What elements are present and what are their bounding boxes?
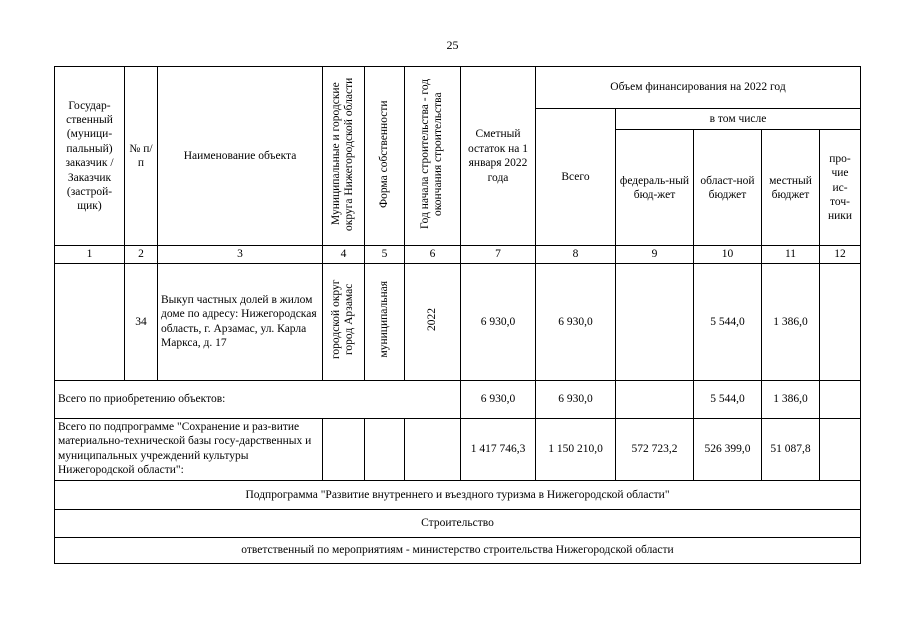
financing-table — [54, 66, 861, 564]
header-estimate: Сметный остаток на 1 января 2022 года — [461, 67, 536, 246]
subprogram-total-total: 1 150 210,0 — [536, 418, 616, 480]
column-number: 10 — [694, 246, 762, 263]
subprogram-total-local: 51 087,8 — [762, 418, 820, 480]
section-title: Строительство — [55, 509, 861, 537]
header-ownership — [365, 67, 405, 246]
acquisition-total-local: 1 386,0 — [762, 380, 820, 418]
subprogram-total-empty — [323, 418, 365, 480]
acquisition-total-label: Всего по приобретению объектов: — [55, 380, 461, 418]
column-number: 3 — [158, 246, 323, 263]
header-num: № п/п — [125, 67, 158, 246]
object-ownership — [365, 263, 405, 380]
column-number: 2 — [125, 246, 158, 263]
column-number: 11 — [762, 246, 820, 263]
header-name: Наименование объекта — [158, 67, 323, 246]
object-total: 6 930,0 — [536, 263, 616, 380]
header-municipality-text: Муниципальные и городские округа Нижегородской области — [330, 77, 356, 231]
header-other: про-чие ис-точ-ники — [820, 130, 861, 246]
subprogram-total-empty — [405, 418, 461, 480]
object-name: Выкуп частных долей в жилом доме по адресу: Нижегородская область, г. Арзамас, ул. Карла Маркса, д. 17 — [158, 263, 323, 380]
acquisition-total-other — [820, 380, 861, 418]
column-number: 12 — [820, 246, 861, 263]
object-local: 1 386,0 — [762, 263, 820, 380]
object-regional: 5 544,0 — [694, 263, 762, 380]
header-municipality — [323, 67, 365, 246]
acquisition-total-regional: 5 544,0 — [694, 380, 762, 418]
column-number: 7 — [461, 246, 536, 263]
subprogram-total-row — [55, 418, 861, 480]
object-customer — [55, 263, 125, 380]
responsible-line: ответственный по мероприятиям - министерство строительства Нижегородской области — [55, 537, 861, 563]
column-number: 1 — [55, 246, 125, 263]
header-ownership-text: Форма собственности — [377, 100, 390, 208]
subprogram-title: Подпрограмма "Развитие внутреннего и въездного туризма в Нижегородской области" — [55, 480, 861, 509]
header-federal: федераль-ный бюд-жет — [616, 130, 694, 246]
header-customer: Государ-ственный (муници-пальный) заказчик / Заказчик (застрой-щик) — [55, 67, 125, 246]
object-num: 34 — [125, 263, 158, 380]
object-row — [55, 263, 861, 380]
subprogram-total-empty — [365, 418, 405, 480]
acquisition-total-row — [55, 380, 861, 418]
header-total: Всего — [536, 109, 616, 246]
column-number: 6 — [405, 246, 461, 263]
acquisition-total-total: 6 930,0 — [536, 380, 616, 418]
header-including: в том числе — [616, 109, 861, 130]
column-number: 9 — [616, 246, 694, 263]
subprogram-total-label: Всего по подпрограмме "Сохранение и раз-витие материально-технической базы госу-дарственных и муниципальных учреждений культуры Нижегородской области": — [55, 418, 323, 480]
header-years-text: Год начала строительства - год окончания строительства — [419, 78, 445, 230]
object-estimate: 6 930,0 — [461, 263, 536, 380]
page-number: 25 — [446, 38, 459, 52]
column-number: 4 — [323, 246, 365, 263]
object-municipality-text: городской округ город Арзамас — [330, 279, 356, 360]
header-local: местный бюджет — [762, 130, 820, 246]
column-number-row — [55, 246, 861, 263]
header-financing: Объем финансирования на 2022 год — [536, 67, 861, 109]
column-number: 8 — [536, 246, 616, 263]
object-municipality — [323, 263, 365, 380]
object-federal — [616, 263, 694, 380]
subprogram-total-estimate: 1 417 746,3 — [461, 418, 536, 480]
object-year-text: 2022 — [425, 308, 438, 332]
subprogram-total-other — [820, 418, 861, 480]
acquisition-total-federal — [616, 380, 694, 418]
object-other — [820, 263, 861, 380]
object-ownership-text: муниципальная — [377, 281, 390, 358]
header-regional: област-ной бюджет — [694, 130, 762, 246]
acquisition-total-estimate: 6 930,0 — [461, 380, 536, 418]
subprogram-total-federal: 572 723,2 — [616, 418, 694, 480]
object-year — [405, 263, 461, 380]
column-number: 5 — [365, 246, 405, 263]
subprogram-total-regional: 526 399,0 — [694, 418, 762, 480]
header-years — [405, 67, 461, 246]
